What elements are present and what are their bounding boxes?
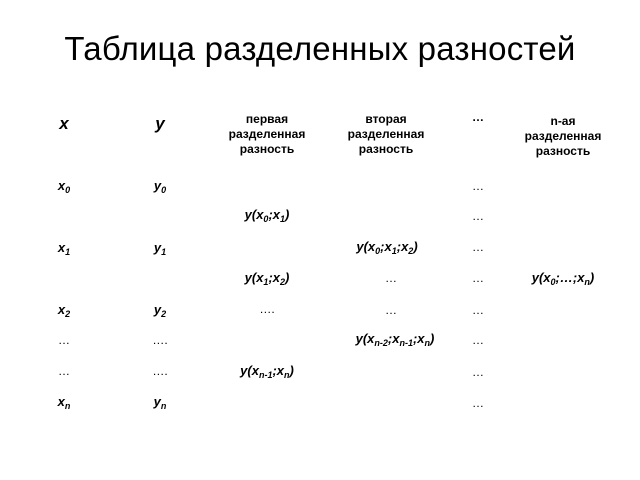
formula-y-x0-xn: $y(x_0;\dots;x_n)$ — [531, 270, 595, 287]
cell-x1: $x_1$ — [57, 240, 71, 257]
cell-dots-r3: … — [472, 240, 484, 254]
cell-xn: $x_n$ — [57, 394, 71, 411]
formula-y-xn2-xn1-xn: $y(x_{n-2};x_{n-1};x_n)$ — [355, 331, 435, 348]
header-nth-difference: n-ая разделенная разность — [524, 114, 602, 158]
cell-dots-r1: … — [472, 179, 484, 193]
cell-dots-r7-x: … — [58, 364, 70, 378]
page-title: Таблица разделенных разностей — [64, 30, 576, 67]
formula-y-x0-x1-x2: $y(x_0;x_1;x_2)$ — [356, 239, 418, 256]
cell-dots-r4-second: … — [385, 271, 397, 285]
cell-dots-r5: … — [472, 303, 484, 317]
cell-dots-r4: … — [472, 271, 484, 285]
cell-dots-r5-second: … — [385, 303, 397, 317]
cell-x2: $x_2$ — [57, 302, 71, 319]
formula-y-x0-x1: $y(x_0;x_1)$ — [244, 207, 290, 224]
cell-y2: $y_2$ — [153, 302, 167, 319]
cell-dots-r5-first: …. — [259, 302, 275, 316]
formula-y-xn1-xn: $y(x_{n-1};x_n)$ — [240, 363, 294, 380]
header-first-difference: первая разделенная разность — [228, 112, 306, 156]
header-second-difference: вторая разделенная разность — [347, 112, 425, 156]
header-x: x — [59, 114, 69, 133]
cell-dots-r7-y: …. — [152, 364, 168, 378]
formula-y-x1-x2: $y(x_1;x_2)$ — [244, 270, 290, 287]
cell-dots-r2: … — [472, 209, 484, 223]
header-y: y — [155, 114, 165, 133]
cell-dots-r6: … — [472, 333, 484, 347]
cell-dots-r6-x: … — [58, 333, 70, 347]
cell-x0: $x_0$ — [57, 178, 71, 195]
cell-yn: $y_n$ — [153, 394, 167, 411]
cell-dots-r7: … — [472, 365, 484, 379]
cell-y0: $y_0$ — [153, 178, 167, 195]
cell-dots-r6-y: …. — [152, 333, 168, 347]
header-dots: … — [472, 110, 484, 124]
cell-y1: $y_1$ — [153, 240, 167, 257]
cell-dots-r8: … — [472, 396, 484, 410]
